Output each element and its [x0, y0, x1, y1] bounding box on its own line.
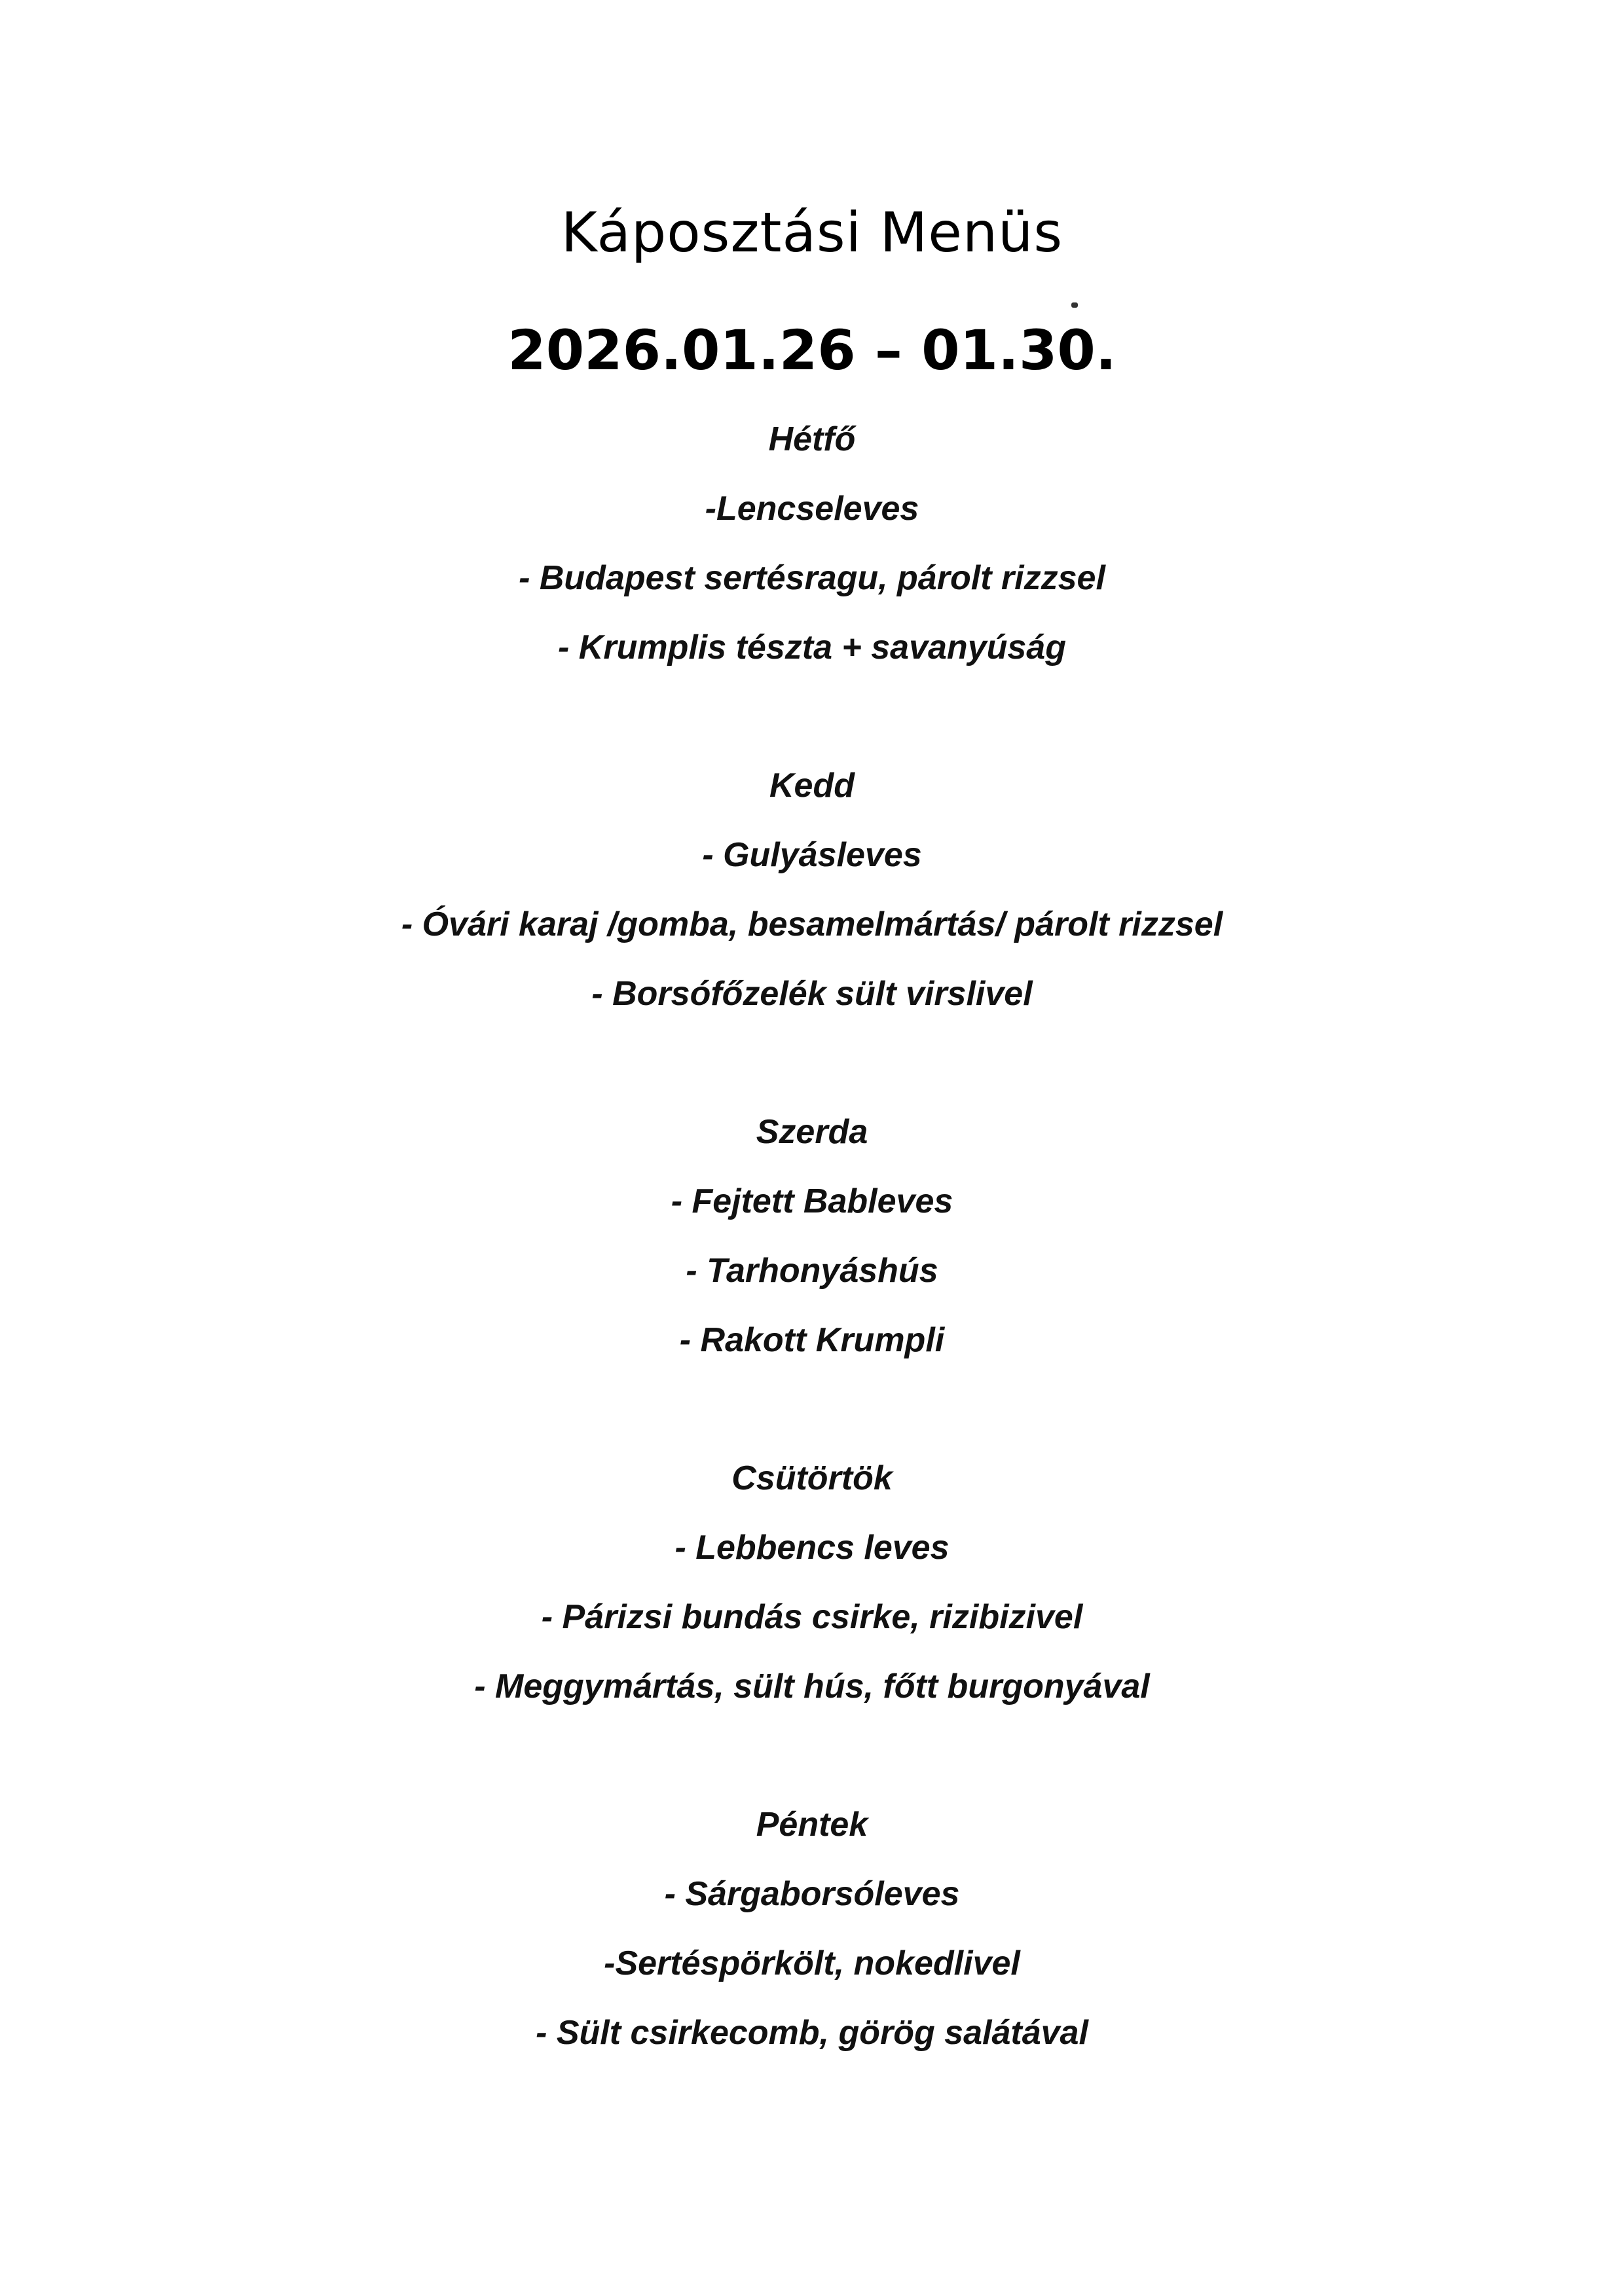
scan-speck [1071, 302, 1078, 308]
menu-item: - Lebbencs leves [674, 1529, 950, 1567]
menu-item: -Sertéspörkölt, nokedlivel [604, 1944, 1020, 1982]
menu-item: - Budapest sertésragu, párolt rizzsel [519, 559, 1105, 597]
menu-item: - Krumplis tészta + savanyúság [558, 629, 1066, 666]
menu-item: - Párizsi bundás csirke, rizibizivel [541, 1598, 1083, 1636]
menu-item: - Óvári karaj /gomba, besamelmártás/ párolt rizzsel [401, 905, 1223, 943]
menu-item: - Sült csirkecomb, görög salátával [536, 2014, 1088, 2052]
menu-item: -Lencseleves [705, 490, 919, 528]
day-heading-wednesday: Szerda [756, 1113, 868, 1151]
menu-item: - Fejtett Bableves [671, 1182, 953, 1220]
day-heading-thursday: Csütörtök [731, 1459, 893, 1497]
day-heading-monday: Hétfő [768, 420, 856, 458]
menu-date-range: 2026.01.26 – 01.30. [507, 318, 1116, 382]
menu-item: - Gulyásleves [702, 836, 922, 874]
menu-item: - Meggymártás, sült hús, főtt burgonyával [474, 1667, 1150, 1705]
day-heading-tuesday: Kedd [769, 767, 855, 805]
menu-item: - Tarhonyáshús [686, 1252, 938, 1290]
menu-item: - Borsófőzelék sült virslivel [591, 975, 1033, 1013]
menu-title: Káposztási Menüs [561, 200, 1063, 264]
menu-item: - Sárgaborsóleves [664, 1875, 960, 1913]
day-heading-friday: Péntek [756, 1806, 868, 1844]
menu-item: - Rakott Krumpli [679, 1321, 945, 1359]
